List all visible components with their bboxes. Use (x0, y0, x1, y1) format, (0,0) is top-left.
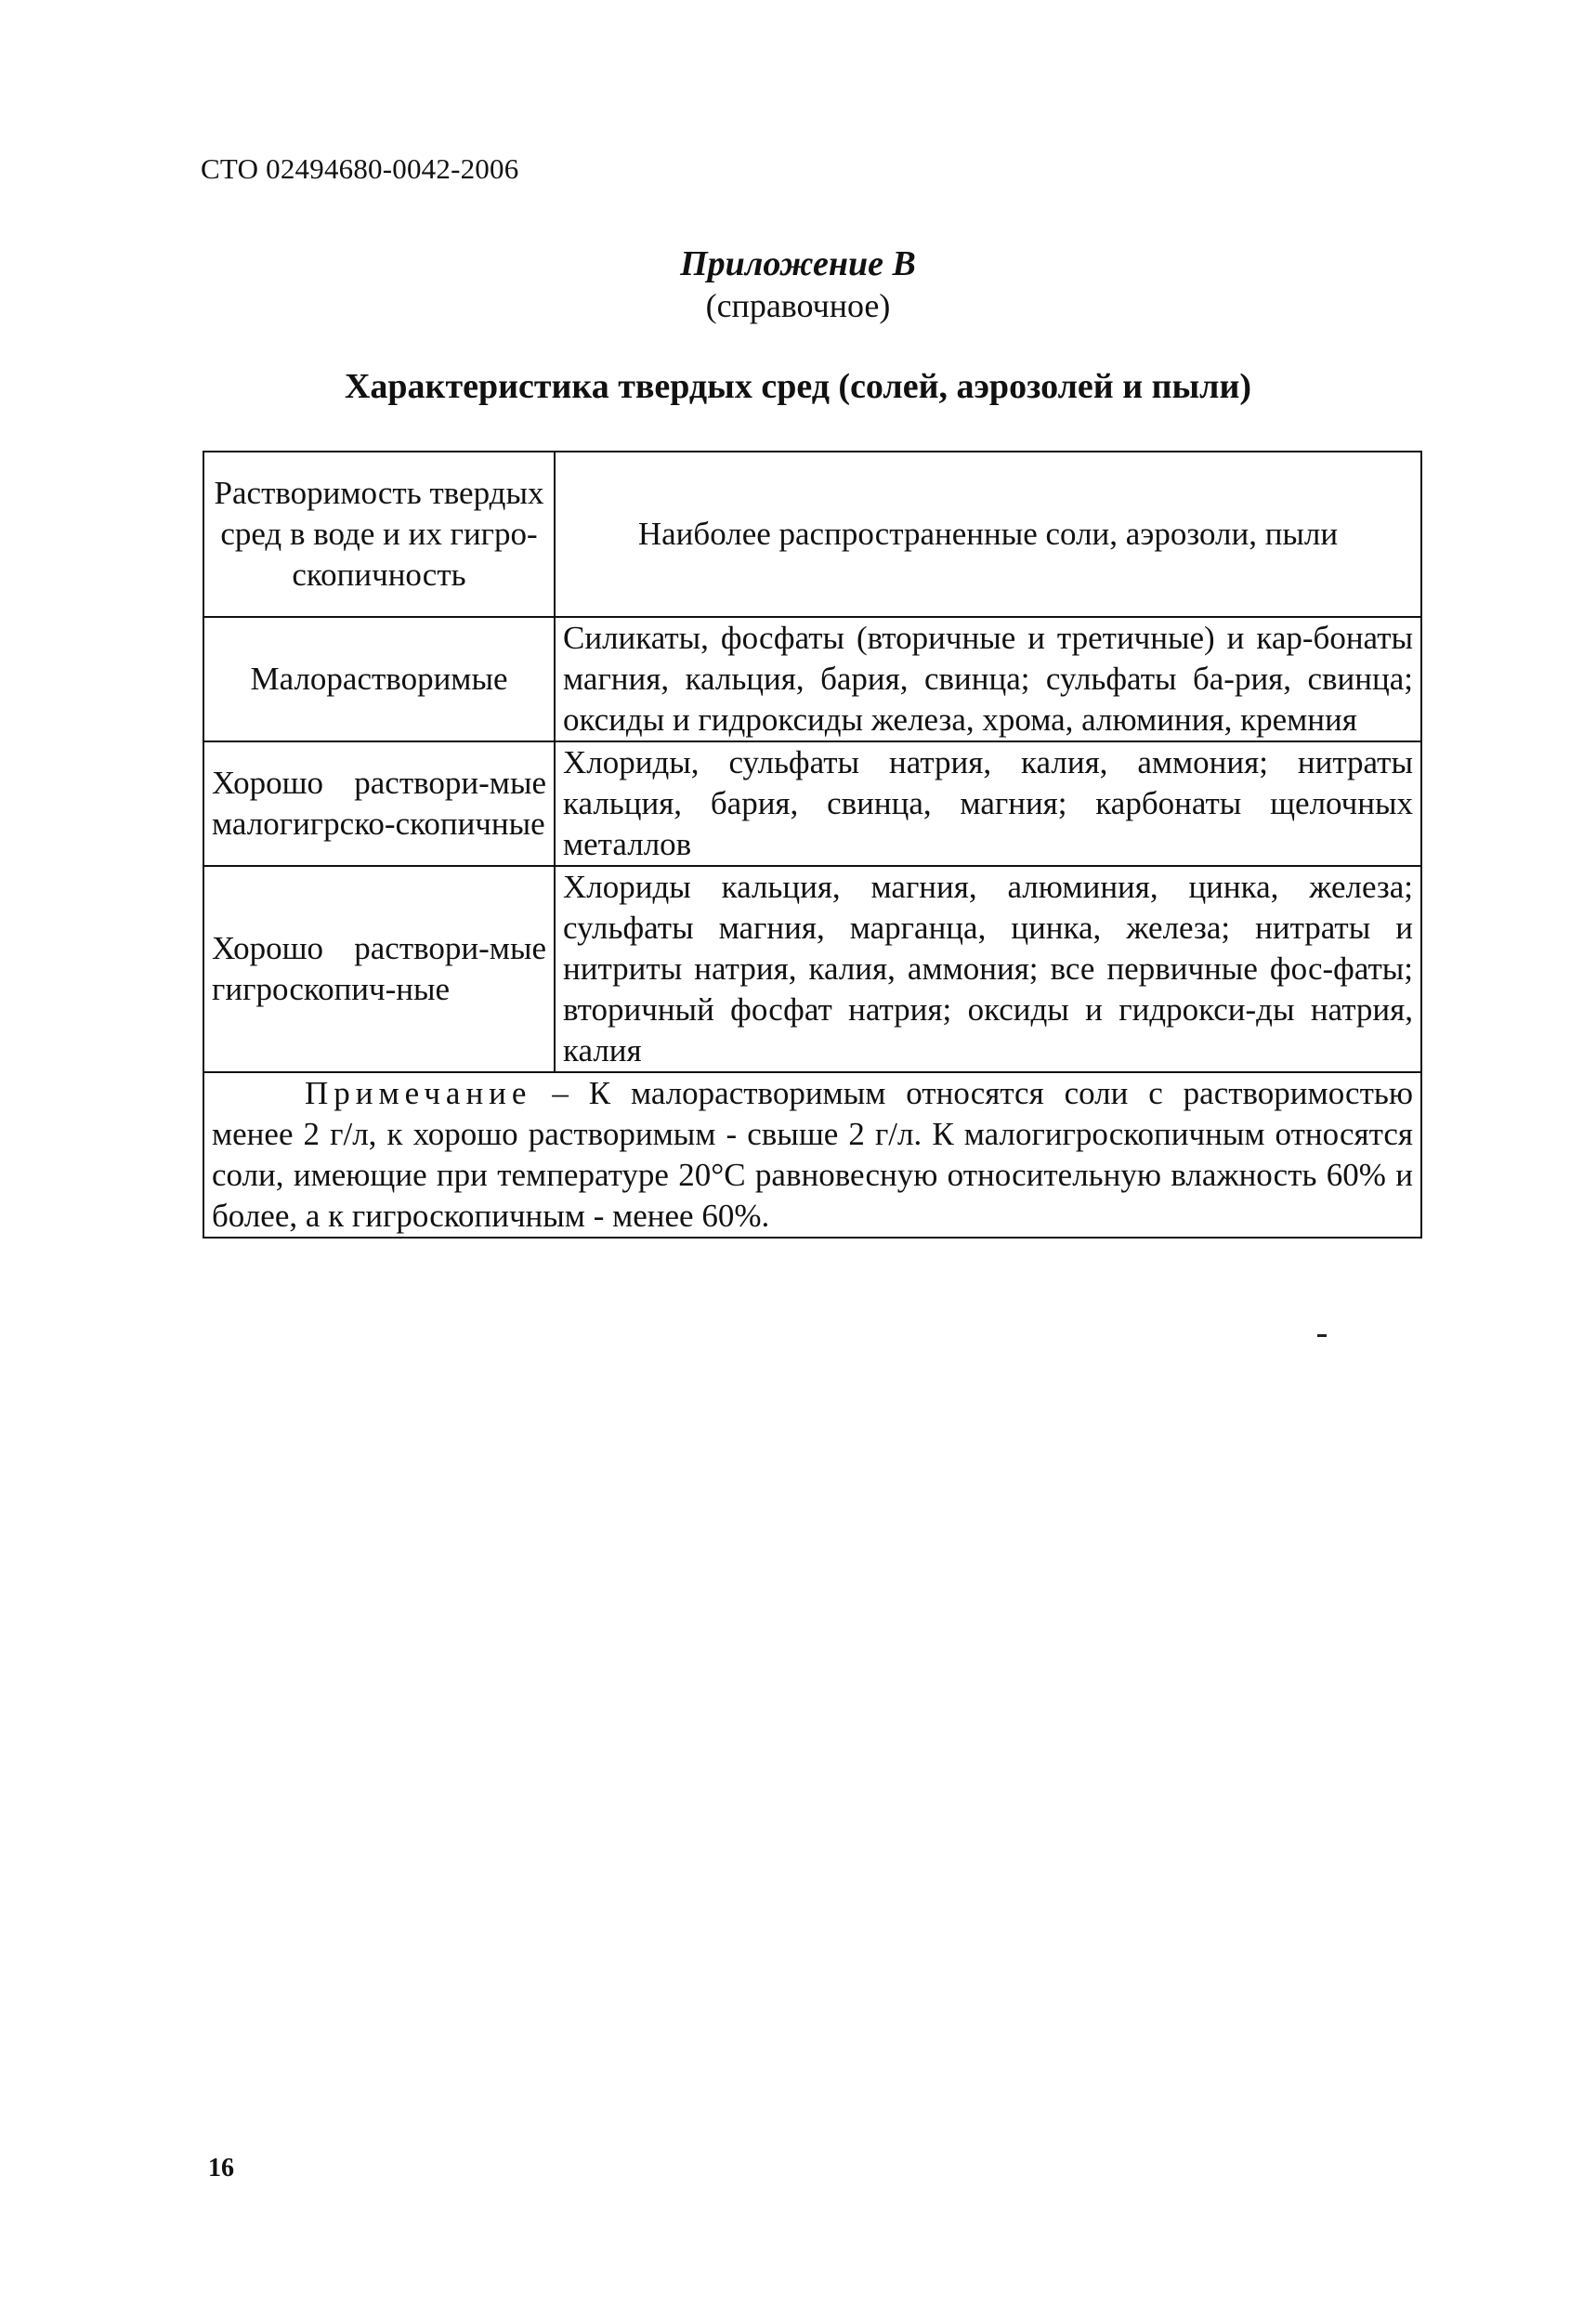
solubility-cell: Хорошо раствори-мые малогигрско-скопичные (203, 741, 555, 866)
substances-cell: Хлориды, сульфаты натрия, калия, аммония; нитраты кальция, бария, свинца, магния; карбонаты щелочных металлов (555, 741, 1421, 866)
solubility-cell: Хорошо раствори-мые гигроскопич-ные (203, 866, 555, 1072)
note-label: Примечание (305, 1075, 532, 1111)
table-note-row (203, 1072, 1421, 1238)
substances-cell: Хлориды кальция, магния, алюминия, цинка, железа; сульфаты магния, марганца, цинка, железа; нитраты и нитриты натрия, калия, аммония; все первичные фос-фаты; вторичный фосфат натрия; оксиды и гидрокси-ды натрия, калия (555, 866, 1421, 1072)
table-row (203, 741, 1421, 866)
table-row (203, 617, 1421, 741)
table-note (203, 1072, 1421, 1238)
column-header-substances: Наиболее распространенные соли, аэрозоли, пыли (555, 452, 1421, 617)
table-title: Характеристика твердых сред (солей, аэрозолей и пыли) (344, 367, 1252, 406)
column-header-solubility: Растворимость твердых сред в воде и их гигро-скопичность (203, 452, 555, 617)
appendix-title: Приложение В (680, 244, 916, 283)
appendix-type: (справочное) (705, 287, 891, 324)
note-text: – К малорастворимым относятся соли с растворимостью менее 2 г/л, к хорошо растворимым - свыше 2 г/л. К малогигроскопичным относятся соли, имеющие при температуре 20°С равновесную относительную влажность 60% и более, а к гигроскопичным - менее 60%. (212, 1075, 1413, 1234)
table-row (203, 866, 1421, 1072)
solid-media-table (203, 451, 1422, 1239)
substances-cell: Силикаты, фосфаты (вторичные и третичные) и кар-бонаты магния, кальция, бария, свинца; сульфаты ба-рия, свинца; оксиды и гидроксиды железа, хрома, алюминия, кремния (555, 617, 1421, 741)
document-code: СТО 02494680-0042-2006 (201, 152, 519, 185)
table-header-row (203, 452, 1421, 617)
solubility-cell: Малорастворимые (203, 617, 555, 741)
stray-mark (1317, 1334, 1327, 1337)
page-number: 16 (208, 2154, 234, 2182)
